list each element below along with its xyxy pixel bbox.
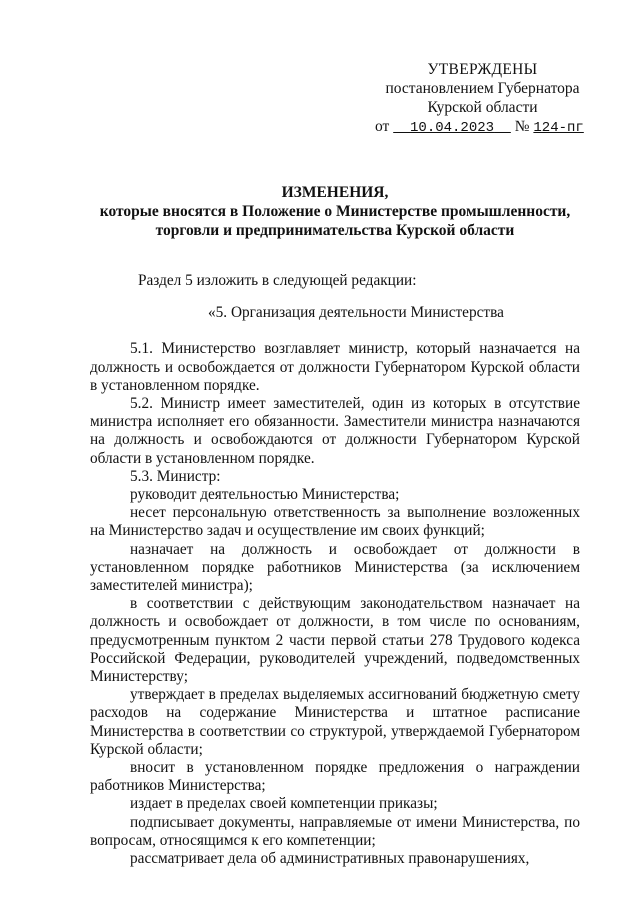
- paragraph: руководит деятельностью Министерства;: [130, 486, 400, 504]
- approval-date: 10.04.2023: [410, 120, 495, 136]
- title-line-1: ИЗМЕНЕНИЯ,: [281, 184, 389, 201]
- approval-number: 124-пг: [533, 120, 584, 136]
- paragraph: подписывает документы, направляемые от имени Министерства, по вопросам, относящимся к его компетенции;: [90, 813, 580, 849]
- paragraph: 5.2. Министр имеет заместителей, один из которых в отсутствие министра исполняет его обязанности. Заместители министра назначаются на должность и освобождаются от должности Губернатором Курской области в установленном порядке.: [90, 395, 580, 467]
- document-title: [90, 183, 580, 240]
- paragraph: утверждает в пределах выделяемых ассигнований бюджетную смету расходов на содержание Министерства и штатное расписание Министерства в соответствии со структурой, утверждаемой Губернатором Курской области;: [90, 686, 580, 758]
- paragraph: вносит в установленном порядке предложения о награждении работников Министерства;: [90, 759, 580, 795]
- paragraph: рассматривает дела об административных правонарушениях,: [130, 850, 530, 868]
- paragraph: назначает на должность и освобождает от должности в установленном порядке работников Министерства (за исключением заместителей министра);: [90, 540, 580, 595]
- number-prefix: №: [514, 118, 530, 135]
- paragraph: 5.1. Министерство возглавляет министр, который назначается на должность и освобождается от должности Губернатором Курской области в установленном порядке.: [90, 340, 580, 394]
- approval-line-2: Курской области: [427, 99, 538, 116]
- section-instruction: Раздел 5 изложить в следующей редакции:: [138, 272, 417, 289]
- paragraph: несет персональную ответственность за выполнение возложенных на Министерство задач и осуществление им своих функций;: [90, 504, 580, 540]
- paragraph: издает в пределах своей компетенции приказы;: [130, 795, 438, 813]
- chapter-title: «5. Организация деятельности Министерства: [208, 304, 504, 322]
- title-line-2: которые вносятся в Положение о Министерстве промышленности,: [99, 203, 571, 220]
- document-body: [90, 272, 580, 868]
- approval-date-line: [375, 117, 590, 138]
- approval-heading: УТВЕРЖДЕНЫ: [427, 61, 538, 78]
- paragraph: в соответствии с действующим законодательством назначает на должность и освобождает от должности, в том числе по основаниям, предусмотренным пунктом 2 части первой статьи 278 Трудового кодекса Российской Федерации, руководителей учреждений, подведомственных Министерству;: [90, 595, 580, 686]
- title-line-3: торговли и предпринимательства Курской области: [155, 222, 515, 239]
- paragraph: 5.3. Министр:: [130, 467, 221, 485]
- approval-line-1: постановлением Губернатора: [385, 80, 580, 97]
- date-prefix: от: [375, 118, 390, 135]
- approval-stamp: [375, 60, 590, 138]
